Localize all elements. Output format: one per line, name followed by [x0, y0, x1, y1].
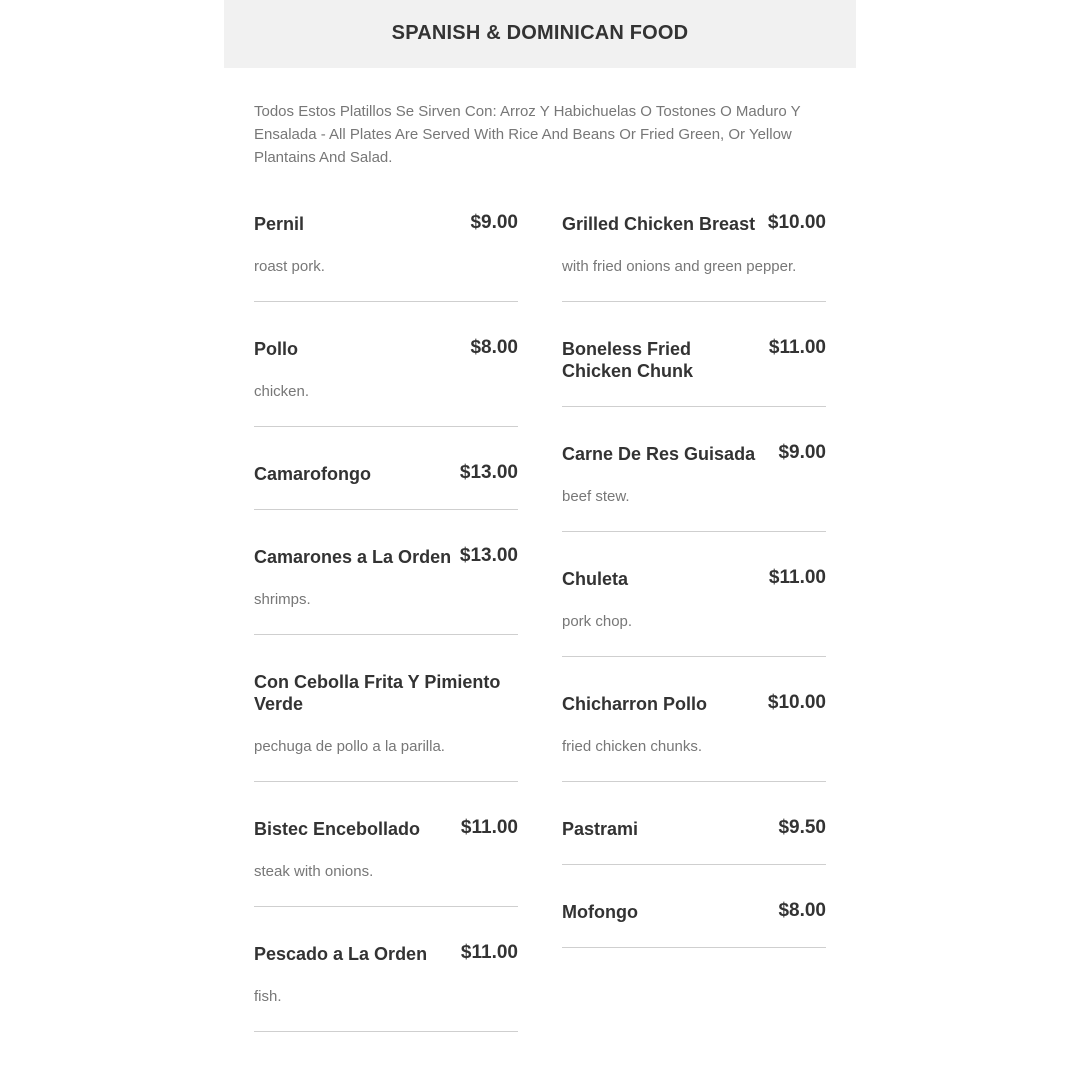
menu-item-price: $10.00 — [767, 212, 826, 233]
menu-item — [254, 666, 518, 782]
menu-item-description: steak with onions. — [254, 863, 374, 880]
menu-column-left — [254, 208, 518, 1063]
menu-item — [562, 208, 826, 302]
menu-item — [254, 458, 518, 510]
section-header — [224, 0, 856, 68]
menu-item-price: $9.00 — [470, 212, 518, 233]
menu-item-description: roast pork. — [254, 258, 325, 275]
menu-item-name: Camarones a La Orden — [254, 547, 452, 567]
menu-item-price: $11.00 — [768, 567, 826, 588]
menu-item-price: $13.00 — [459, 462, 518, 483]
menu-item-name: Boneless Fried Chicken Chunk — [562, 339, 694, 381]
menu-item-description: fish. — [254, 988, 282, 1005]
menu-item — [562, 896, 826, 948]
menu-item-price: $11.00 — [460, 942, 518, 963]
menu-item-name: Bistec Encebollado — [254, 819, 421, 839]
menu-item-description: chicken. — [254, 383, 310, 400]
menu-item-name: Chicharron Pollo — [562, 694, 708, 714]
menu-item-description: beef stew. — [562, 488, 630, 505]
menu-item-price: $9.00 — [778, 442, 826, 463]
menu-item-price: $13.00 — [459, 545, 518, 566]
menu-item-price: $8.00 — [470, 337, 518, 358]
menu-item-description: pork chop. — [562, 613, 633, 630]
section-title: SPANISH & DOMINICAN FOOD — [391, 21, 689, 44]
menu-item — [562, 688, 826, 782]
menu-item-price: $9.50 — [778, 817, 826, 838]
menu-section — [224, 0, 856, 1080]
menu-item — [254, 938, 518, 1032]
menu-item-price: $8.00 — [778, 900, 826, 921]
menu-item-name: Pollo — [254, 339, 298, 359]
menu-item — [562, 813, 826, 865]
menu-item-name: Grilled Chicken Breast — [562, 214, 756, 234]
menu-column-right — [562, 208, 826, 979]
menu-item-price: $11.00 — [768, 337, 826, 358]
menu-item-name: Carne De Res Guisada — [562, 444, 756, 464]
section-intro: Todos Estos Platillos Se Sirven Con: Arroz Y Habichuelas O Tostones O Maduro Y Ensalada - All Plates Are Served With Rice And Beans Or Fried Green, Or Yellow Plantains And Salad. — [254, 103, 801, 166]
menu-item-description: shrimps. — [254, 591, 311, 608]
menu-item-price: $10.00 — [767, 692, 826, 713]
menu-item — [254, 208, 518, 302]
menu-item-name: Con Cebolla Frita Y Pimiento Verde — [254, 672, 501, 714]
menu-item-description: fried chicken chunks. — [562, 738, 703, 755]
menu-item-name: Pastrami — [562, 819, 639, 839]
menu-item — [562, 563, 826, 657]
menu-item — [562, 333, 826, 407]
menu-item-name: Pernil — [254, 214, 305, 234]
menu-item-description: pechuga de pollo a la parilla. — [254, 738, 445, 755]
menu-item — [254, 541, 518, 635]
menu-item-price: $11.00 — [460, 817, 518, 838]
menu-item-name: Camarofongo — [254, 464, 371, 484]
menu-item — [254, 813, 518, 907]
menu-item — [562, 438, 826, 532]
menu-item-name: Pescado a La Orden — [254, 944, 428, 964]
menu-item-name: Chuleta — [562, 569, 629, 589]
menu-item-name: Mofongo — [562, 902, 638, 922]
menu-item — [254, 333, 518, 427]
menu-item-description: with fried onions and green pepper. — [562, 258, 797, 275]
